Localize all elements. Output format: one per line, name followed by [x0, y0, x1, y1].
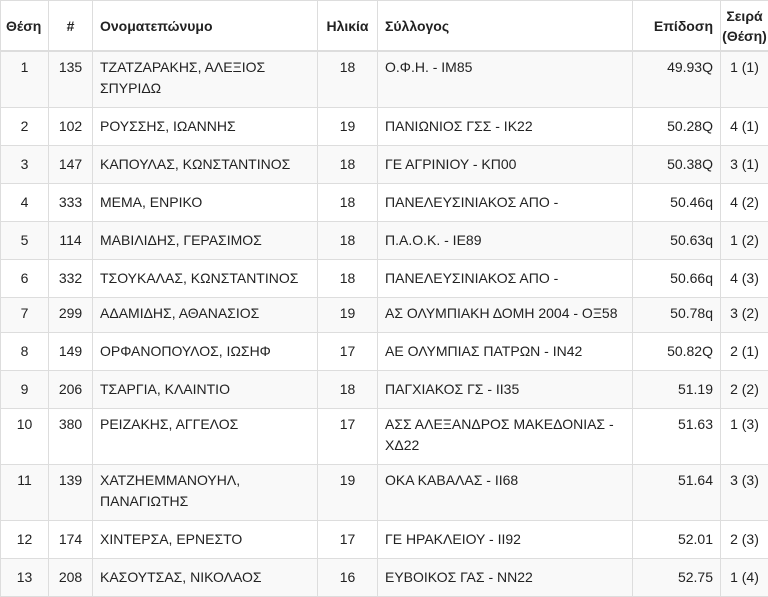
cell-number: 147 — [49, 146, 93, 184]
header-position[interactable]: Θέση — [1, 1, 49, 52]
header-heat-line1: Σειρά — [726, 8, 762, 24]
cell-heat: 2 (2) — [721, 371, 768, 409]
cell-performance: 50.63q — [633, 222, 721, 260]
cell-number: 299 — [49, 298, 93, 333]
table-row — [1, 333, 768, 371]
cell-club: ΓΕ ΗΡΑΚΛΕΙΟΥ - ΙΙ92 — [378, 521, 633, 559]
cell-club: Π.Α.Ο.Κ. - ΙΕ89 — [378, 222, 633, 260]
cell-number: 135 — [49, 51, 93, 108]
cell-number: 102 — [49, 108, 93, 146]
table-row — [1, 559, 768, 597]
table-body — [1, 51, 768, 597]
cell-performance: 50.82Q — [633, 333, 721, 371]
table-row — [1, 465, 768, 521]
cell-age: 18 — [318, 51, 378, 108]
table-row — [1, 409, 768, 465]
cell-name: ΧΑΤΖΗΕΜΜΑΝΟΥΗΛ, ΠΑΝΑΓΙΩΤΗΣ — [93, 465, 318, 521]
cell-name: ΚΑΣΟΥΤΣΑΣ, ΝΙΚΟΛΑΟΣ — [93, 559, 318, 597]
cell-heat: 1 (4) — [721, 559, 768, 597]
header-age[interactable]: Ηλικία — [318, 1, 378, 52]
cell-heat: 1 (1) — [721, 51, 768, 108]
cell-position: 5 — [1, 222, 49, 260]
cell-club: ΑΕ ΟΛΥΜΠΙΑΣ ΠΑΤΡΩΝ - ΙΝ42 — [378, 333, 633, 371]
cell-club: ΠΑΓΧΙΑΚΟΣ ΓΣ - ΙΙ35 — [378, 371, 633, 409]
cell-club: ΑΣ ΟΛΥΜΠΙΑΚΗ ΔΟΜΗ 2004 - ΟΞ58 — [378, 298, 633, 333]
cell-heat: 1 (3) — [721, 409, 768, 465]
cell-heat: 3 (2) — [721, 298, 768, 333]
cell-age: 19 — [318, 108, 378, 146]
cell-position: 9 — [1, 371, 49, 409]
cell-position: 8 — [1, 333, 49, 371]
cell-age: 19 — [318, 465, 378, 521]
cell-number: 332 — [49, 260, 93, 298]
cell-performance: 52.75 — [633, 559, 721, 597]
cell-position: 6 — [1, 260, 49, 298]
cell-performance: 49.93Q — [633, 51, 721, 108]
cell-number: 208 — [49, 559, 93, 597]
header-number[interactable]: # — [49, 1, 93, 52]
table-row — [1, 51, 768, 108]
cell-club: ΟΚΑ ΚΑΒΑΛΑΣ - ΙΙ68 — [378, 465, 633, 521]
table-header — [1, 1, 768, 52]
cell-club: ΕΥΒΟΙΚΟΣ ΓΑΣ - ΝΝ22 — [378, 559, 633, 597]
cell-number: 174 — [49, 521, 93, 559]
cell-name: ΧΙΝΤΕΡΣΑ, ΕΡΝΕΣΤΟ — [93, 521, 318, 559]
cell-name: ΤΣΑΡΓΙΑ, ΚΛΑΙΝΤΙΟ — [93, 371, 318, 409]
header-name[interactable]: Ονοματεπώνυμο — [93, 1, 318, 52]
cell-name: ΡΟΥΣΣΗΣ, ΙΩΑΝΝΗΣ — [93, 108, 318, 146]
cell-performance: 50.66q — [633, 260, 721, 298]
cell-number: 333 — [49, 184, 93, 222]
cell-age: 19 — [318, 298, 378, 333]
cell-number: 139 — [49, 465, 93, 521]
cell-age: 18 — [318, 184, 378, 222]
cell-name: ΜΕΜΑ, ΕΝΡΙΚΟ — [93, 184, 318, 222]
cell-performance: 50.78q — [633, 298, 721, 333]
cell-club: ΑΣΣ ΑΛΕΞΑΝΔΡΟΣ ΜΑΚΕΔΟΝΙΑΣ - ΧΔ22 — [378, 409, 633, 465]
cell-number: 380 — [49, 409, 93, 465]
cell-name: ΟΡΦΑΝΟΠΟΥΛΟΣ, ΙΩΣΗΦ — [93, 333, 318, 371]
cell-name: ΑΔΑΜΙΔΗΣ, ΑΘΑΝΑΣΙΟΣ — [93, 298, 318, 333]
cell-age: 16 — [318, 559, 378, 597]
cell-club: ΠΑΝΕΛΕΥΣΙΝΙΑΚΟΣ ΑΠΟ - — [378, 184, 633, 222]
table-row — [1, 298, 768, 333]
cell-performance: 50.28Q — [633, 108, 721, 146]
cell-performance: 51.63 — [633, 409, 721, 465]
cell-name: ΤΖΑΤΖΑΡΑΚΗΣ, ΑΛΕΞΙΟΣ ΣΠΥΡΙΔΩ — [93, 51, 318, 108]
table-row — [1, 260, 768, 298]
cell-position: 12 — [1, 521, 49, 559]
cell-position: 2 — [1, 108, 49, 146]
cell-name: ΚΑΠΟΥΛΑΣ, ΚΩΝΣΤΑΝΤΙΝΟΣ — [93, 146, 318, 184]
cell-performance: 52.01 — [633, 521, 721, 559]
cell-position: 4 — [1, 184, 49, 222]
cell-club: ΠΑΝΕΛΕΥΣΙΝΙΑΚΟΣ ΑΠΟ - — [378, 260, 633, 298]
cell-heat: 2 (1) — [721, 333, 768, 371]
header-performance[interactable]: Επίδοση — [633, 1, 721, 52]
header-heat-line2: (Θέση) — [722, 28, 767, 44]
cell-age: 18 — [318, 260, 378, 298]
table-row — [1, 521, 768, 559]
cell-age: 17 — [318, 521, 378, 559]
cell-heat: 3 (1) — [721, 146, 768, 184]
cell-club: ΓΕ ΑΓΡΙΝΙΟΥ - ΚΠ00 — [378, 146, 633, 184]
cell-name: ΡΕΙΖΑΚΗΣ, ΑΓΓΕΛΟΣ — [93, 409, 318, 465]
cell-age: 18 — [318, 371, 378, 409]
table-row — [1, 222, 768, 260]
table-row — [1, 184, 768, 222]
header-club[interactable]: Σύλλογος — [378, 1, 633, 52]
cell-age: 18 — [318, 146, 378, 184]
cell-position: 1 — [1, 51, 49, 108]
cell-name: ΜΑΒΙΛΙΔΗΣ, ΓΕΡΑΣΙΜΟΣ — [93, 222, 318, 260]
cell-position: 3 — [1, 146, 49, 184]
cell-number: 206 — [49, 371, 93, 409]
cell-performance: 50.46q — [633, 184, 721, 222]
cell-heat: 2 (3) — [721, 521, 768, 559]
cell-heat: 4 (3) — [721, 260, 768, 298]
cell-club: ΠΑΝΙΩΝΙΟΣ ΓΣΣ - ΙΚ22 — [378, 108, 633, 146]
cell-age: 17 — [318, 409, 378, 465]
cell-number: 149 — [49, 333, 93, 371]
cell-heat: 3 (3) — [721, 465, 768, 521]
table-row — [1, 146, 768, 184]
cell-name: ΤΣΟΥΚΑΛΑΣ, ΚΩΝΣΤΑΝΤΙΝΟΣ — [93, 260, 318, 298]
cell-club: Ο.Φ.Η. - ΙΜ85 — [378, 51, 633, 108]
cell-performance: 50.38Q — [633, 146, 721, 184]
cell-age: 18 — [318, 222, 378, 260]
cell-heat: 1 (2) — [721, 222, 768, 260]
cell-performance: 51.64 — [633, 465, 721, 521]
cell-position: 7 — [1, 298, 49, 333]
cell-position: 10 — [1, 409, 49, 465]
cell-position: 13 — [1, 559, 49, 597]
cell-position: 11 — [1, 465, 49, 521]
cell-age: 17 — [318, 333, 378, 371]
cell-number: 114 — [49, 222, 93, 260]
header-heat[interactable] — [721, 1, 768, 52]
cell-heat: 4 (2) — [721, 184, 768, 222]
table-row — [1, 108, 768, 146]
cell-performance: 51.19 — [633, 371, 721, 409]
cell-heat: 4 (1) — [721, 108, 768, 146]
table-row — [1, 371, 768, 409]
